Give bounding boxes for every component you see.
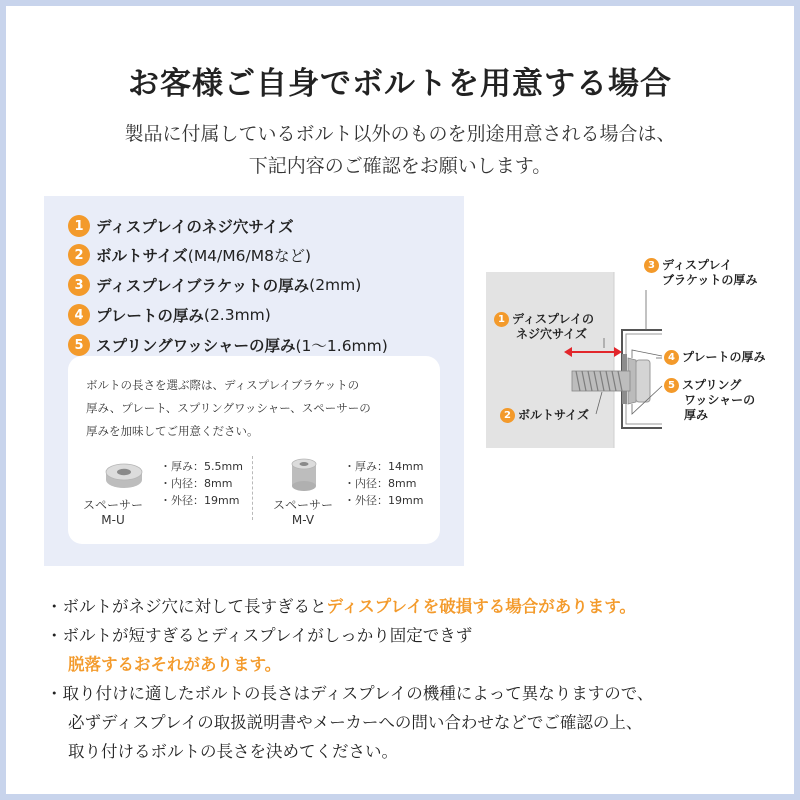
diagram-label-plate: 4 プレートの厚み: [664, 350, 766, 365]
spacer-specs: [344, 458, 423, 509]
checklist-item-extra: (M4/M6/M8など): [187, 247, 312, 265]
note-line-2: 厚み、プレート、スプリングワッシャー、スペーサーの: [86, 401, 371, 415]
spacer-specs: [160, 458, 243, 509]
spec-outer-diameter: ・外径：19mm: [344, 494, 424, 507]
page: [6, 6, 794, 794]
checklist-item-extra: (2.3mm): [203, 306, 271, 324]
number-badge: 1: [494, 312, 509, 327]
checklist-item-extra: (1〜1.6mm): [295, 337, 388, 355]
caution-emphasis: ディスプレイを破損する場合があります。: [326, 597, 636, 616]
spacer-name: スペーサー: [272, 498, 333, 512]
diagram-label-hole-size: 1 ディスプレイの ネジ穴サイズ: [494, 312, 594, 342]
spacer-model: M-V: [291, 513, 315, 527]
caution-list: [46, 592, 786, 766]
number-badge: 4: [664, 350, 679, 365]
spec-thickness: ・厚み：14mm: [344, 460, 424, 473]
checklist-item-extra: (2mm): [309, 276, 362, 294]
caution-emphasis: 脱落するおそれがあります。: [68, 655, 282, 674]
checklist-item: [68, 214, 294, 238]
number-badge: 3: [644, 258, 659, 273]
number-badge: 3: [68, 274, 90, 296]
spacer-model: M-U: [101, 513, 125, 527]
checklist-item-text: ボルトサイズ: [96, 247, 188, 265]
note-line-1: ボルトの長さを選ぶ際は、ディスプレイブラケットの: [86, 378, 360, 392]
bolt-head: [636, 360, 650, 402]
subtitle-line-2: 下記内容のご確認をお願いします。: [248, 155, 552, 177]
checklist-item-text: ディスプレイブラケットの厚み: [96, 277, 310, 295]
spec-thickness: ・厚み：5.5mm: [160, 460, 243, 473]
number-badge: 5: [68, 334, 90, 356]
spec-outer-diameter: ・外径：19mm: [160, 494, 240, 507]
diagram-label-washer: 5 スプリング ワッシャーの 厚み: [664, 378, 755, 423]
caution-item: ・ボルトがネジ穴に対して長すぎるとディスプレイを破損する場合があります。: [46, 597, 636, 616]
diagram-label-bolt-size: 2 ボルトサイズ: [500, 408, 589, 423]
spec-inner-diameter: ・内径：8mm: [160, 477, 233, 490]
number-badge: 2: [500, 408, 515, 423]
checklist-item-text: スプリングワッシャーの厚み: [96, 337, 296, 355]
spacer-m-v-icon: [274, 456, 334, 496]
spacer-label: [78, 498, 148, 528]
checklist-item: [68, 273, 361, 297]
number-badge: 4: [68, 304, 90, 326]
note-text: [86, 374, 426, 443]
caution-item: ・ボルトが短すぎるとディスプレイがしっかり固定できず: [46, 626, 473, 645]
number-badge: 5: [664, 378, 679, 393]
bolt-diagram: [476, 238, 796, 468]
number-badge: 2: [68, 244, 90, 266]
page-title: お客様ご自身でボルトを用意する場合: [128, 66, 672, 102]
diagram-label-bracket: 3 ディスプレイ ブラケットの厚み: [644, 258, 757, 288]
subtitle: [6, 118, 794, 182]
number-badge: 1: [68, 215, 90, 237]
caution-item-continued: 取り付けるボルトの長さを決めてください。: [68, 742, 398, 761]
checklist-item: [68, 303, 271, 327]
checklist-item-text: ディスプレイのネジ穴サイズ: [96, 218, 294, 236]
note-box: [68, 356, 440, 544]
caution-item-continued: 必ずディスプレイの取扱説明書やメーカーへの問い合わせなどでご確認の上、: [68, 713, 643, 732]
spacer-m-u-icon: [94, 458, 154, 494]
checklist-item: [68, 333, 388, 357]
divider: [252, 456, 253, 520]
note-line-3: 厚みを加味してご用意ください。: [86, 424, 259, 438]
spacer-label: [268, 498, 338, 528]
checklist-panel: [44, 196, 464, 566]
caution-item: ・取り付けに適したボルトの長さはディスプレイの機種によって異なりますので、: [46, 684, 654, 703]
subtitle-line-1: 製品に付属しているボルト以外のものを別途用意される場合は、: [124, 123, 676, 145]
checklist-item-text: プレートの厚み: [96, 307, 204, 325]
spec-inner-diameter: ・内径：8mm: [344, 477, 417, 490]
spacer-name: スペーサー: [82, 498, 143, 512]
checklist-item: [68, 243, 311, 267]
